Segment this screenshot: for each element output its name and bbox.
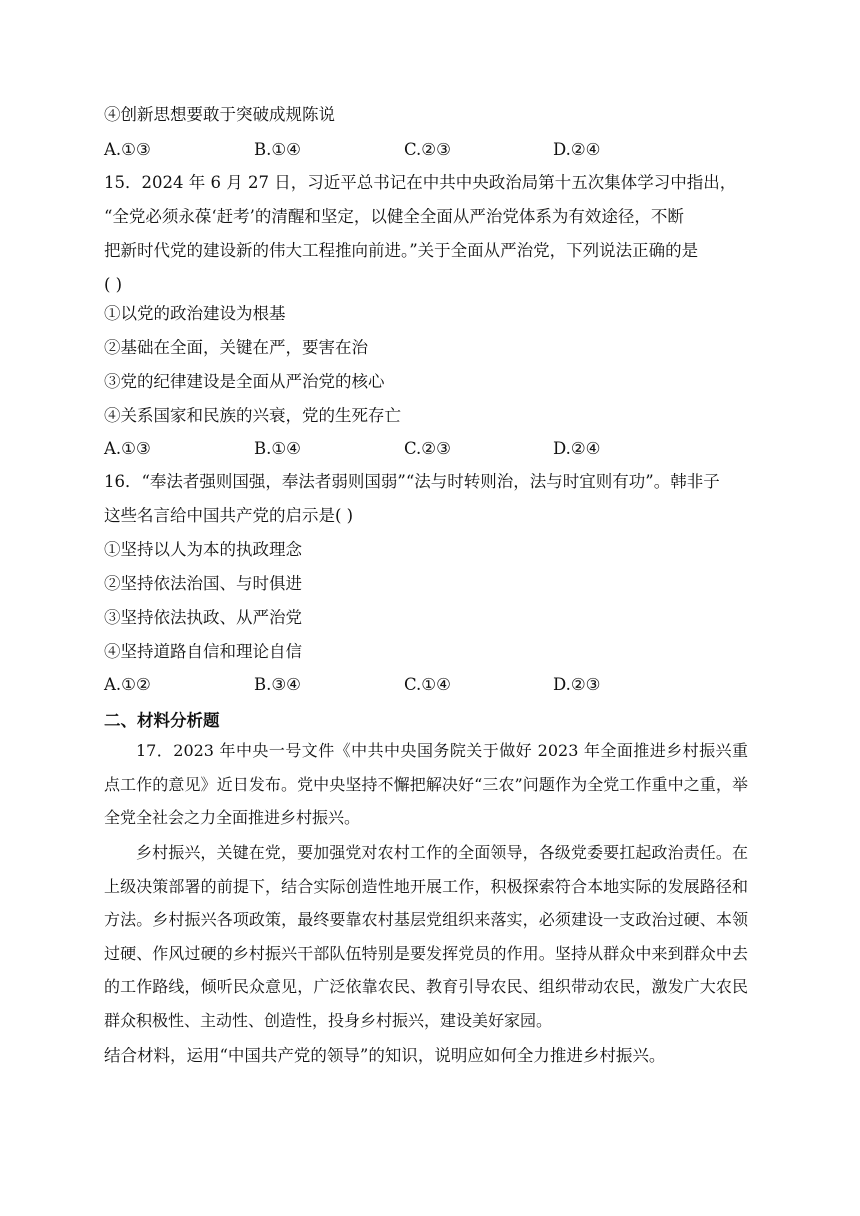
q17-question: 结合材料，运用“中国共产党的领导”的知识，说明应如何全力推进乡村振兴。 [104, 1046, 666, 1065]
q15-statement-1: ①以党的政治建设为根基 [104, 304, 286, 323]
q16-stem-line-1: 16．“奉法者强则国强，奉法者弱则国弱”“法与时转则治，法与时宜则有功”。韩非子 [104, 472, 720, 491]
q15-option-c: C.②③ [404, 439, 451, 458]
q15-option-d: D.②④ [553, 439, 601, 458]
q16-option-c: C.①④ [404, 675, 451, 694]
q14-option-b: B.①④ [254, 140, 301, 159]
q15-option-a: A.①③ [104, 439, 151, 458]
q14-statement-4: ④创新思想要敢于突破成规陈说 [104, 105, 335, 124]
q17-paragraph-2: 乡村振兴，关键在党，要加强党对农村工作的全面领导，各级党委要扛起政治责任。在上级决策部署的前提下，结合实际创造性地开展工作，积极探索符合本地实际的发展路径和方法。乡村振兴各项政策，最终要靠农村基层党组织来落实，必须建设一支政治过硬、本领过硬、作风过硬的乡村振兴干部队伍特别是要发挥党员的作用。坚持从群众中来到群众中去的工作路线，倾听民众意见，广泛依靠农民、教育引导农民、组织带动农民，激发广大农民群众积极性、主动性、创造性，投身乡村振兴，建设美好家园。 [104, 843, 748, 1030]
q16-stem-line-2: 这些名言给中国共产党的启示是( ) [104, 506, 354, 525]
q15-statement-3: ③党的纪律建设是全面从严治党的核心 [104, 372, 385, 391]
q14-option-a: A.①③ [104, 140, 151, 159]
q14-option-c: C.②③ [404, 140, 451, 159]
q14-option-d: D.②④ [553, 140, 601, 159]
q15-stem-line-4: ( ) [104, 275, 123, 294]
q15-option-b: B.①④ [254, 439, 301, 458]
q15-statement-4: ④关系国家和民族的兴衰，党的生死存亡 [104, 406, 401, 425]
q16-option-a: A.①② [104, 675, 151, 694]
section-heading: 二、材料分析题 [104, 711, 220, 730]
q16-option-b: B.③④ [254, 675, 301, 694]
q16-option-d: D.②③ [553, 675, 601, 694]
q16-statement-4: ④坚持道路自信和理论自信 [104, 642, 302, 661]
q15-statement-2: ②基础在全面，关键在严，要害在治 [104, 338, 368, 357]
q15-stem-line-3: 把新时代党的建设新的伟大工程推向前进。”关于全面从严治党，下列说法正确的是 [104, 241, 699, 260]
q15-stem-line-1: 15．2024 年 6 月 27 日，习近平总书记在中共中央政治局第十五次集体学习中指出， [104, 173, 737, 192]
q17-paragraph-1: 17．2023 年中央一号文件《中共中央国务院关于做好 2023 年全面推进乡村振兴重点工作的意见》近日发布。党中央坚持不懈把解决好“三农”问题作为全党工作重中之重，举全党全社会之力全面推进乡村振兴。 [104, 741, 748, 827]
q16-statement-3: ③坚持依法执政、从严治党 [104, 608, 302, 627]
q16-statement-1: ①坚持以人为本的执政理念 [104, 540, 302, 559]
q15-stem-line-2: “全党必须永葆‘赶考’的清醒和坚定，以健全全面从严治党体系为有效途径，不断 [104, 207, 684, 226]
q16-statement-2: ②坚持依法治国、与时俱进 [104, 574, 302, 593]
